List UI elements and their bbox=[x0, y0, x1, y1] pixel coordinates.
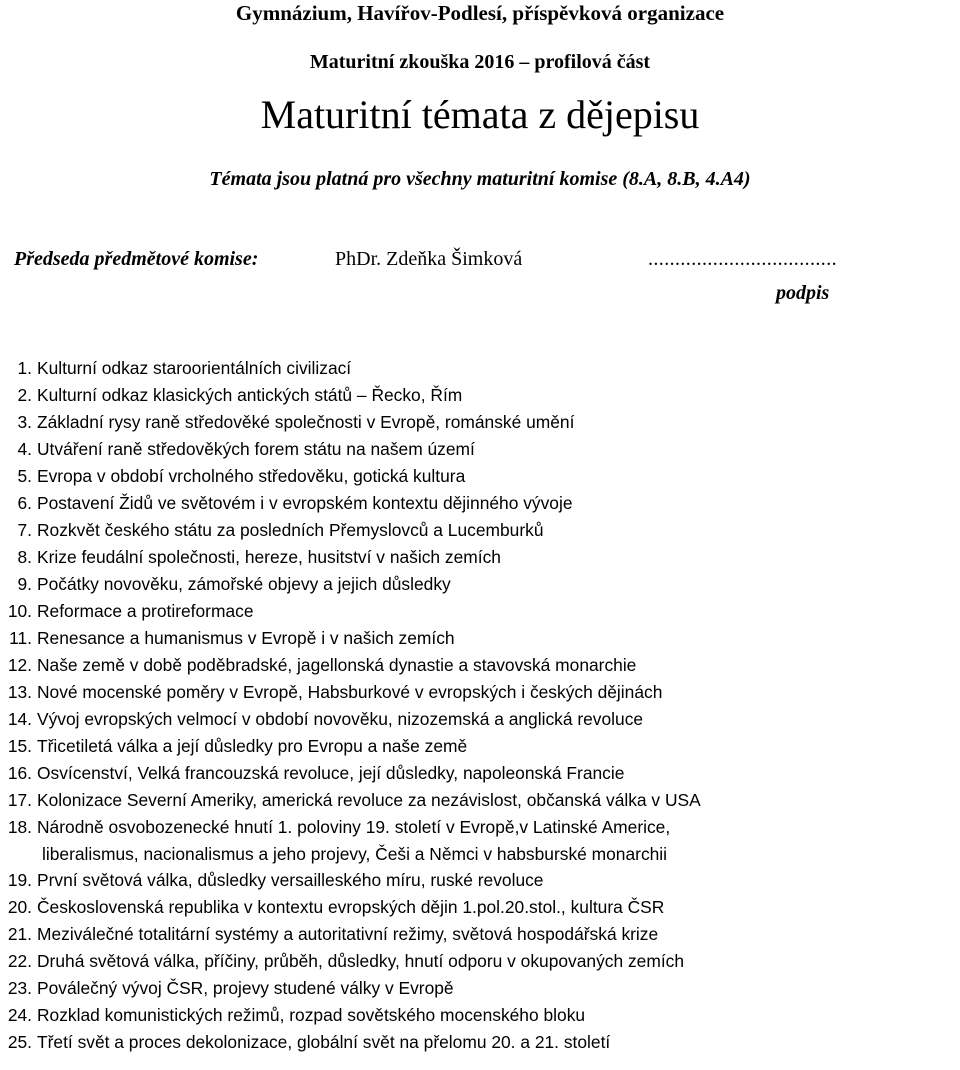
topic-item bbox=[0, 948, 960, 975]
topic-text: Kulturní odkaz klasických antických států – Řecko, Řím bbox=[37, 385, 463, 405]
topic-number: 18. bbox=[7, 817, 32, 837]
topic-text: liberalismus, nacionalismus a jeho projevy, Češi a Němci v habsburské monarchii bbox=[42, 844, 668, 864]
topic-number: 8. bbox=[17, 547, 32, 567]
topic-item bbox=[0, 598, 960, 625]
topic-text: Třetí svět a proces dekolonizace, globální svět na přelomu 20. a 21. století bbox=[37, 1032, 611, 1052]
topic-text: Národně osvobozenecké hnutí 1. poloviny 19. století v Evropě,v Latinské Americe, bbox=[37, 817, 671, 837]
topic-item bbox=[0, 517, 960, 544]
school-name: Gymnázium, Havířov-Podlesí, příspěvková organizace bbox=[235, 1, 725, 25]
topic-number: 2. bbox=[17, 385, 32, 405]
topic-text: Naše země v době poděbradské, jagellonská dynastie a stavovská monarchie bbox=[37, 655, 637, 675]
topic-text: První světová válka, důsledky versailleského míru, ruské revoluce bbox=[37, 870, 544, 890]
topic-text: Rozklad komunistických režimů, rozpad sovětského mocenského bloku bbox=[37, 1005, 586, 1025]
topic-number: 17. bbox=[7, 790, 32, 810]
topic-list bbox=[0, 355, 960, 1056]
topic-item bbox=[0, 679, 960, 706]
topic-number: 5. bbox=[17, 466, 32, 486]
topic-text: Reformace a protireformace bbox=[37, 601, 254, 621]
topic-text: Renesance a humanismus v Evropě i v našich zemích bbox=[37, 628, 455, 648]
topic-text: Nové mocenské poměry v Evropě, Habsburkové v evropských i českých dějinách bbox=[37, 682, 663, 702]
topic-item bbox=[0, 733, 960, 760]
topic-item bbox=[0, 652, 960, 679]
topic-text: Základní rysy raně středověké společnosti v Evropě, románské umění bbox=[37, 412, 575, 432]
page-title: Maturitní témata z dějepisu bbox=[260, 92, 700, 137]
topic-text: Krize feudální společnosti, hereze, husitství v našich zemích bbox=[37, 547, 501, 567]
topic-number: 9. bbox=[17, 574, 32, 594]
topic-item bbox=[0, 787, 960, 814]
topic-number: 3. bbox=[17, 412, 32, 432]
topic-number: 12. bbox=[7, 655, 32, 675]
topic-text: Československá republika v kontextu evropských dějin 1.pol.20.stol., kultura ČSR bbox=[37, 897, 665, 917]
topic-number: 19. bbox=[7, 870, 32, 890]
topic-text: Osvícenství, Velká francouzská revoluce, její důsledky, napoleonská Francie bbox=[37, 763, 625, 783]
topic-item bbox=[0, 625, 960, 652]
exam-heading: Maturitní zkouška 2016 – profilová část bbox=[309, 51, 651, 73]
topic-item bbox=[0, 760, 960, 787]
topic-text: Evropa v období vrcholného středověku, gotická kultura bbox=[37, 466, 466, 486]
topic-text: Vývoj evropských velmocí v období novověku, nizozemská a anglická revoluce bbox=[37, 709, 644, 729]
topic-number: 1. bbox=[17, 358, 32, 378]
topic-number: 22. bbox=[7, 951, 32, 971]
topic-number: 25. bbox=[7, 1032, 32, 1052]
topic-number: 11. bbox=[9, 628, 32, 648]
topic-number: 16. bbox=[7, 763, 32, 783]
topic-text: Počátky novověku, zámořské objevy a jejich důsledky bbox=[37, 574, 451, 594]
topic-item-continuation bbox=[0, 841, 960, 867]
topic-number: 7. bbox=[17, 520, 32, 540]
topic-item bbox=[0, 571, 960, 598]
topic-item bbox=[0, 463, 960, 490]
topic-item bbox=[0, 921, 960, 948]
signature-line: ................................... bbox=[648, 248, 837, 270]
topic-text: Druhá světová válka, příčiny, průběh, důsledky, hnutí odporu v okupovaných zemích bbox=[37, 951, 685, 971]
topic-text: Meziválečné totalitární systémy a autoritativní režimy, světová hospodářská krize bbox=[37, 924, 659, 944]
topic-item bbox=[0, 490, 960, 517]
topic-number: 24. bbox=[7, 1005, 32, 1025]
topic-item bbox=[0, 436, 960, 463]
topic-item bbox=[0, 1002, 960, 1029]
topic-item bbox=[0, 706, 960, 733]
committee-chair-label: Předseda předmětové komise: bbox=[14, 248, 259, 270]
topic-text: Postavení Židů ve světovém i v evropském kontextu dějinného vývoje bbox=[37, 493, 573, 513]
topic-number: 6. bbox=[17, 493, 32, 513]
topic-item bbox=[0, 867, 960, 894]
topic-text: Třicetiletá válka a její důsledky pro Evropu a naše země bbox=[37, 736, 468, 756]
signature-label: podpis bbox=[776, 282, 830, 304]
topic-item bbox=[0, 975, 960, 1002]
topic-item bbox=[0, 544, 960, 571]
topic-item bbox=[0, 814, 960, 841]
topic-text: Poválečný vývoj ČSR, projevy studené války v Evropě bbox=[37, 978, 454, 998]
topic-number: 14. bbox=[7, 709, 32, 729]
topic-number: 13. bbox=[7, 682, 32, 702]
topic-number: 4. bbox=[17, 439, 32, 459]
topic-text: Kulturní odkaz staroorientálních civilizací bbox=[37, 358, 352, 378]
committee-chair-name: PhDr. Zdeňka Šimková bbox=[335, 248, 523, 270]
topic-number: 23. bbox=[7, 978, 32, 998]
topic-item bbox=[0, 1029, 960, 1056]
topic-number: 21. bbox=[7, 924, 32, 944]
topic-item bbox=[0, 355, 960, 382]
topic-number: 20. bbox=[7, 897, 32, 917]
topic-text: Rozkvět českého státu za posledních Přemyslovců a Lucemburků bbox=[37, 520, 544, 540]
topic-item bbox=[0, 409, 960, 436]
validity-note: Témata jsou platná pro všechny maturitní komise (8.A, 8.B, 4.A4) bbox=[209, 168, 751, 190]
topic-text: Utváření raně středověkých forem státu na našem území bbox=[37, 439, 475, 459]
topic-text: Kolonizace Severní Ameriky, americká revoluce za nezávislost, občanská válka v USA bbox=[37, 790, 701, 810]
topic-number: 15. bbox=[7, 736, 32, 756]
topic-item bbox=[0, 894, 960, 921]
topic-item bbox=[0, 382, 960, 409]
topic-number: 10. bbox=[7, 601, 32, 621]
